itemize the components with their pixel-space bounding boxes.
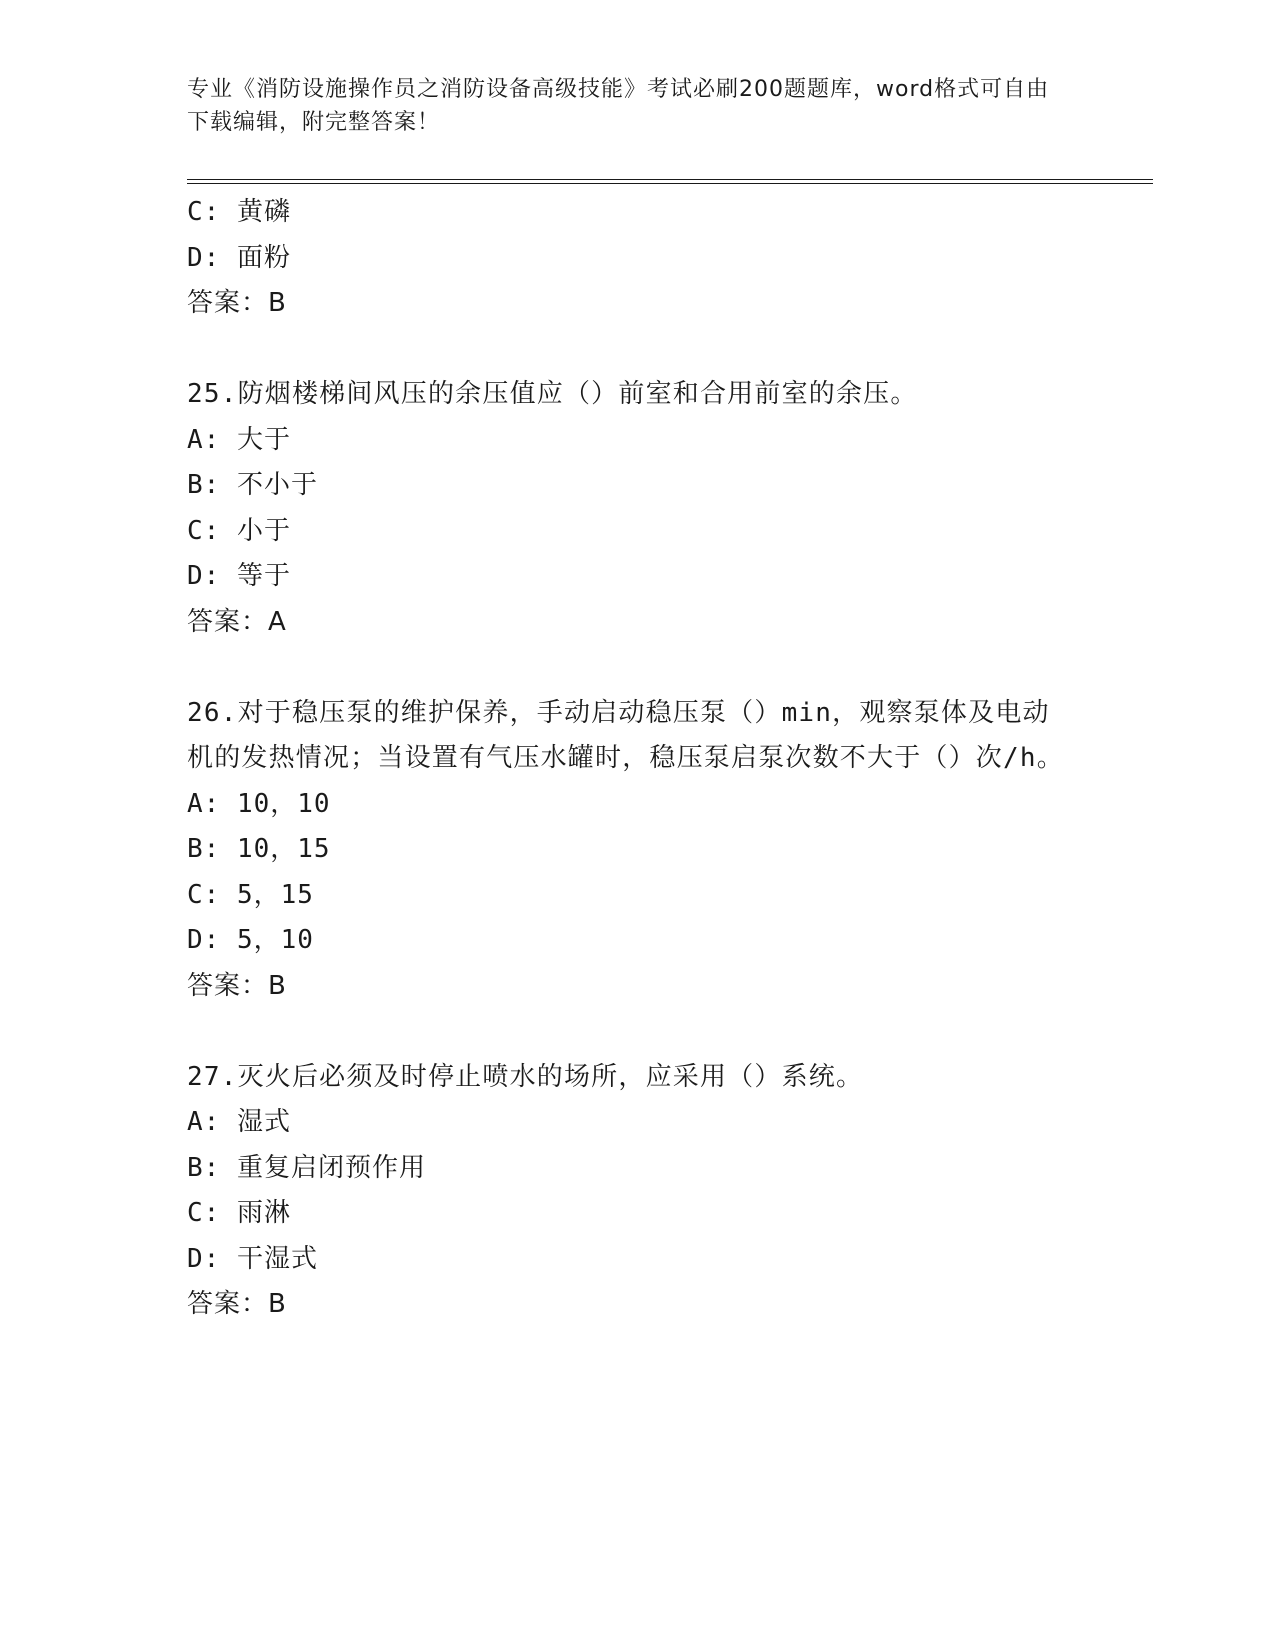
option-c: C: 黄磷 bbox=[187, 197, 291, 227]
question-26-stem: 26.对于稳压泵的维护保养，手动启动稳压泵（）min，观察泵体及电动机的发热情况；当设置有气压水罐时，稳压泵启泵次数不大于（）次/h。 bbox=[187, 697, 1064, 773]
answer-line: 答案：B bbox=[187, 1289, 287, 1319]
option-d: D: 干湿式 bbox=[187, 1243, 318, 1274]
option-a: A: 大于 bbox=[187, 424, 291, 455]
option-c: C: 5，15 bbox=[187, 879, 314, 910]
option-b: B: 10，15 bbox=[187, 834, 331, 864]
document-body bbox=[187, 190, 1087, 1328]
option-a: A: 湿式 bbox=[187, 1107, 291, 1137]
question-25-stem: 25.防烟楼梯间风压的余压值应（）前室和合用前室的余压。 bbox=[187, 379, 918, 409]
header-divider bbox=[187, 179, 1153, 184]
page-header: 专业《消防设施操作员之消防设备高级技能》考试必刷200题题库，word格式可自由下载编辑，附完整答案！ bbox=[187, 77, 1050, 135]
question-27-stem: 27.灭火后必须及时停止喷水的场所，应采用（）系统。 bbox=[187, 1061, 864, 1092]
option-d: D: 面粉 bbox=[187, 242, 291, 273]
option-a: A: 10，10 bbox=[187, 788, 331, 819]
option-c: C: 雨淋 bbox=[187, 1198, 291, 1228]
answer-line: 答案：B bbox=[187, 288, 287, 318]
answer-line: 答案：A bbox=[187, 606, 287, 637]
option-b: B: 不小于 bbox=[187, 470, 318, 500]
option-b: B: 重复启闭预作用 bbox=[187, 1152, 426, 1183]
option-d: D: 等于 bbox=[187, 561, 291, 591]
answer-line: 答案：B bbox=[187, 970, 287, 1001]
option-c: C: 小于 bbox=[187, 515, 291, 546]
option-d: D: 5，10 bbox=[187, 925, 314, 955]
